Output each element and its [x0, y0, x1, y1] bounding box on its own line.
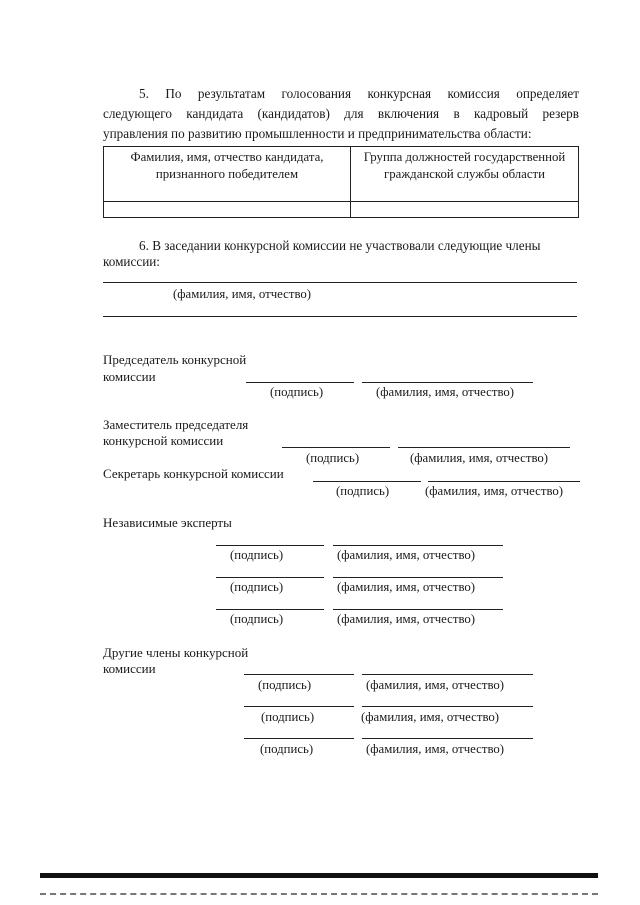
signature-caption: (подпись): [261, 710, 315, 724]
expert-fio-field[interactable]: [333, 609, 503, 610]
member-signature-field[interactable]: [244, 738, 354, 739]
member-fio-field[interactable]: [362, 738, 533, 739]
member-signature-field[interactable]: [244, 706, 354, 707]
page-bottom-rule: [40, 873, 598, 878]
member-signature-field[interactable]: [244, 674, 354, 675]
expert-signature-field[interactable]: [216, 545, 324, 546]
expert-fio-field[interactable]: [333, 545, 503, 546]
absent-members-field[interactable]: [103, 316, 577, 317]
absent-members-field[interactable]: [103, 282, 577, 283]
secretary-signature-field[interactable]: [313, 481, 421, 482]
member-fio-field[interactable]: [362, 674, 533, 675]
other-members-label: комиссии: [103, 661, 156, 676]
other-members-label: Другие члены конкурсной: [103, 645, 249, 660]
expert-fio-field[interactable]: [333, 577, 503, 578]
expert-signature-field[interactable]: [216, 609, 324, 610]
fio-caption: (фамилия, имя, отчество): [366, 742, 505, 756]
table-cell-position-group[interactable]: [351, 202, 579, 218]
chairman-label: Председатель конкурсной: [103, 352, 247, 367]
signature-caption: (подпись): [306, 451, 360, 465]
experts-label: Независимые эксперты: [103, 515, 232, 530]
chairman-signature-field[interactable]: [246, 382, 354, 383]
fio-caption: (фамилия, имя, отчество): [337, 612, 476, 626]
chairman-fio-field[interactable]: [362, 382, 533, 383]
secretary-label: Секретарь конкурсной комиссии: [103, 466, 284, 481]
table-header-position-group: Группа должностей государственной гражданской службы области: [351, 147, 579, 202]
expert-signature-field[interactable]: [216, 577, 324, 578]
section-5-line: управления по развитию промышленности и предпринимательства области:: [103, 126, 532, 141]
scan-edge-artifact: [40, 893, 598, 895]
table-cell-candidate[interactable]: [104, 202, 351, 218]
signature-caption: (подпись): [336, 484, 390, 498]
deputy-signature-field[interactable]: [282, 447, 390, 448]
fio-caption: (фамилия, имя, отчество): [337, 580, 476, 594]
fio-caption: (фамилия, имя, отчество): [337, 548, 476, 562]
section-5-line: 5. По результатам голосования конкурсная комиссия определяет: [139, 86, 579, 101]
deputy-label: конкурсной комиссии: [103, 433, 224, 448]
fio-caption: (фамилия, имя, отчество): [425, 484, 564, 498]
signature-caption: (подпись): [270, 385, 324, 399]
chairman-label: комиссии: [103, 369, 156, 384]
signature-caption: (подпись): [230, 580, 284, 594]
fio-caption: (фамилия, имя, отчество): [376, 385, 515, 399]
section-5-paragraph: [103, 84, 579, 144]
signature-caption: (подпись): [258, 678, 312, 692]
member-fio-field[interactable]: [362, 706, 533, 707]
section-6-line: комиссии:: [103, 254, 160, 269]
signature-caption: (подпись): [230, 612, 284, 626]
fio-caption: (фамилия, имя, отчество): [173, 287, 312, 301]
secretary-fio-field[interactable]: [428, 481, 580, 482]
fio-caption: (фамилия, имя, отчество): [366, 678, 505, 692]
deputy-fio-field[interactable]: [398, 447, 570, 448]
table-header-candidate: Фамилия, имя, отчество кандидата, признанного победителем: [104, 147, 351, 202]
signature-caption: (подпись): [230, 548, 284, 562]
deputy-label: Заместитель председателя: [103, 417, 249, 432]
signature-caption: (подпись): [260, 742, 314, 756]
candidates-table: [103, 146, 579, 218]
fio-caption: (фамилия, имя, отчество): [410, 451, 549, 465]
section-5-line: следующего кандидата (кандидатов) для включения в кадровый резерв: [103, 106, 579, 121]
fio-caption: (фамилия, имя, отчество): [361, 710, 500, 724]
section-6-line: 6. В заседании конкурсной комиссии не участвовали следующие члены: [139, 238, 541, 253]
